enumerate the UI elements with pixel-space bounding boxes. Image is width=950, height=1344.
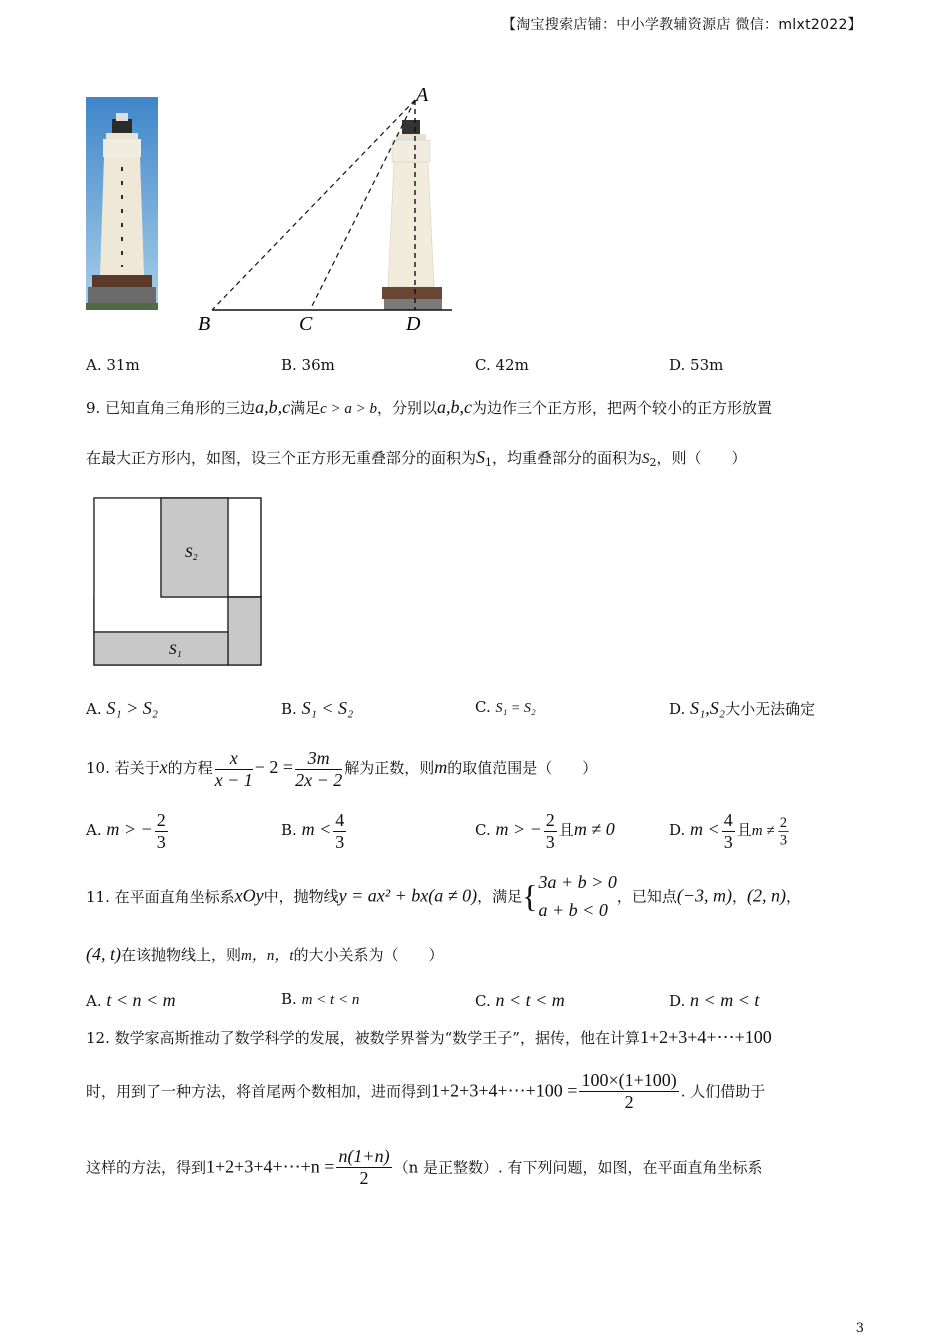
label-A: A [416, 84, 429, 106]
q8-option-b[interactable]: B. 36m [281, 356, 335, 374]
q10-fraction-left: $\frac{x}{x - 1}$ [214, 748, 253, 790]
lighthouse-geometry-figure [190, 82, 470, 342]
q10-option-c[interactable]: C. m > − $\frac{2}{3}$ 且m ≠ 0 [475, 810, 615, 852]
label-C: C [299, 313, 313, 335]
q10-stem: 10. 若关于x的方程 $\frac{x}{x - 1}$ − 2 = $\frac{3m}{2x - 2}$ 解为正数，则m的取值范围是（ ） [86, 748, 598, 790]
q12-stem-line1: 12. 数学家高斯推动了数学科学的发展，被数学界誉为“数学王子”，据传，他在计算1+2+3+4+⋯+100 [86, 1027, 772, 1047]
q10-option-b[interactable]: B. m < $\frac{4}{3}$ [281, 810, 345, 852]
label-D: D [406, 313, 421, 335]
lighthouse-lamp [402, 120, 420, 134]
lighthouse-photo [86, 97, 158, 310]
q11-option-c[interactable]: C. n < t < m [475, 990, 565, 1010]
sum-formula-fraction: $\frac{n(1+n)}{2}$ [338, 1146, 390, 1188]
page-header: 【淘宝搜索店铺：中小学教辅资源店 微信：mlxt2022】 [501, 17, 862, 33]
label-s2: S₂ [185, 545, 198, 561]
label-B: B [198, 313, 211, 335]
page-number: 3 [855, 1321, 864, 1336]
line-AB [212, 100, 415, 310]
q9-stem-line1: 9. 已知直角三角形的三边a,b,c满足c > a > b，分别以a,b,c为边作三个正方形，把两个较小的正方形放置 [86, 397, 773, 417]
q9-stem-line2: 在最大正方形内，如图，设三个正方形无重叠部分的面积为$S_1$，均重叠部分的面积为$S_2$，则（ ） [86, 447, 747, 469]
lighthouse-tower [388, 162, 434, 287]
label-s1: S₁ [169, 642, 182, 658]
inequality-system: 3a + b > 0 a + b < 0 [538, 872, 617, 920]
gauss-fraction: $\frac{100\times(1+100)}{2}$ [581, 1070, 677, 1112]
q8-option-a[interactable]: A. 31m [86, 356, 140, 374]
q8-option-c[interactable]: C. 42m [475, 356, 529, 374]
q11-option-d[interactable]: D. n < m < t [669, 990, 760, 1010]
q11-option-a[interactable]: A. t < n < m [86, 990, 176, 1010]
system-brace: { [522, 878, 538, 914]
q10-option-a[interactable]: A. m > − $\frac{2}{3}$ [86, 810, 166, 852]
q12-stem-line3: 这样的方法，得到1+2+3+4+⋯+n = $\frac{n(1+n)}{2}$ （n 是正整数）. 有下列问题，如图，在平面直角坐标系 [86, 1146, 763, 1188]
q9-option-a[interactable]: A. S₁ > S₂ [86, 698, 159, 718]
q10-option-d[interactable]: D. m < $\frac{4}{3}$ 且m ≠ $\frac{2}{3}$ [669, 810, 787, 852]
q8-option-d[interactable]: D. 53m [669, 356, 724, 374]
q12-stem-line2: 时，用到了一种方法，将首尾两个数相加，进而得到1+2+3+4+⋯+100 = $\frac{100\times(1+100)}{2}$ . 人们借助于 [86, 1070, 766, 1112]
q11-option-b[interactable]: B. m < t < n [281, 990, 360, 1008]
q9-option-d[interactable]: D. S₁,S₂大小无法确定 [669, 698, 816, 718]
q11-stem-line2: (4, t)在该抛物线上，则m，n，t的大小关系为（ ） [86, 944, 444, 964]
q10-fraction-right: $\frac{3m}{2x - 2}$ [295, 748, 343, 790]
q9-option-c[interactable]: C. S₁ = S₂ [475, 698, 536, 716]
q11-stem-line1: 11. 在平面直角坐标系xOy中，抛物线y = ax² + bx(a ≠ 0)，满足{ 3a + b > 0 a + b < 0 ，已知点(−3, m)，(2, n)， [86, 868, 801, 924]
q9-option-b[interactable]: B. S₁ < S₂ [281, 698, 354, 718]
squares-figure [93, 497, 263, 667]
